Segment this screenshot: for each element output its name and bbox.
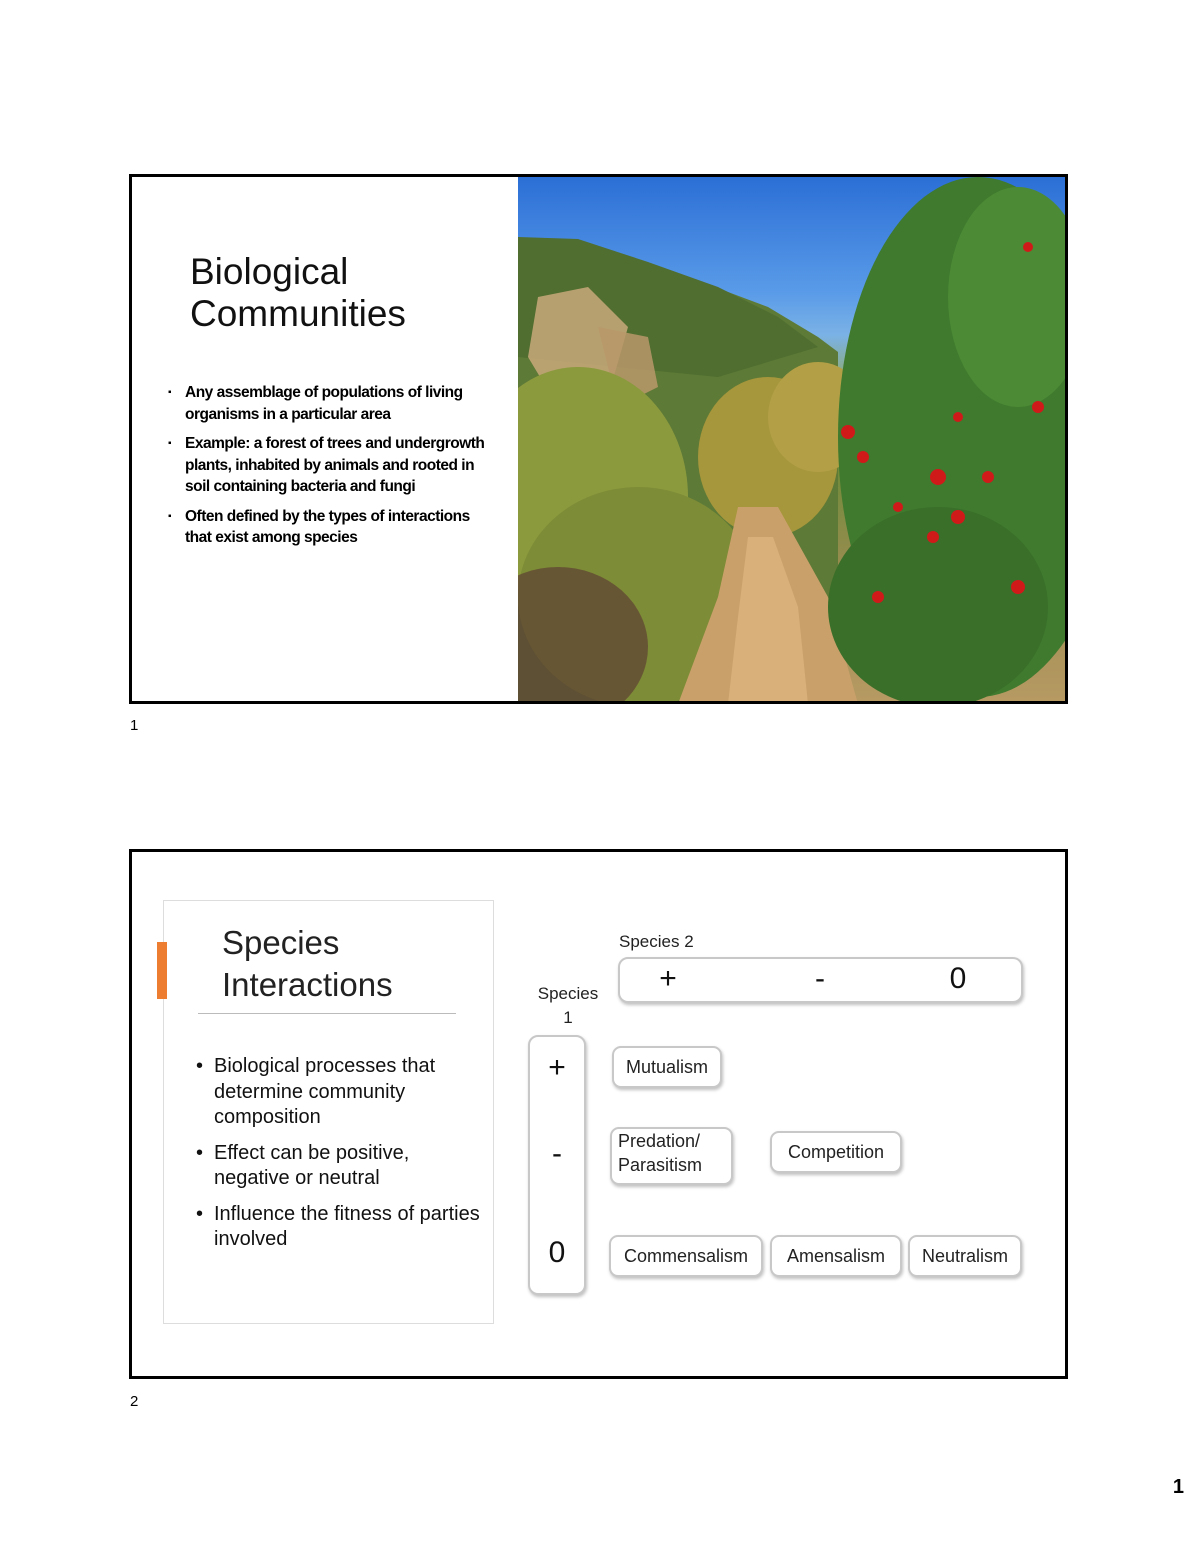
slide-1-title [190, 251, 406, 335]
row-minus: - [552, 1137, 562, 1170]
title-divider [198, 1013, 456, 1014]
slide-1-bullet: ▪ Any assemblage of populations of living organisms in a particular area [168, 382, 488, 425]
species-1-label-line: Species [537, 984, 599, 1003]
slide-2-title-line-2: Interactions [222, 966, 393, 1003]
slide-1 [129, 174, 1068, 704]
parasitism-line: Parasitism [618, 1155, 703, 1175]
commensalism-cell: Commensalism [609, 1235, 763, 1277]
page-number: 1 [1172, 1476, 1184, 1498]
species-1-label [528, 982, 608, 1030]
orange-accent-bar [157, 942, 167, 999]
slide-1-title-line-2: Communities [190, 293, 406, 334]
slide-1-bullet-list [168, 382, 488, 557]
neutralism-cell: Neutralism [908, 1235, 1022, 1277]
slide-2-bullet: • Influence the fitness of parties involved [196, 1202, 486, 1253]
slide-2-text-panel [163, 900, 494, 1324]
competition-cell: Competition [770, 1131, 902, 1173]
slide-1-bullet: ▪ Example: a forest of trees and undergrowth plants, inhabited by animals and rooted in soil containing bacteria and fungi [168, 433, 488, 498]
species-2-label: Species 2 [619, 932, 694, 951]
slide-number-2: 2 [130, 1393, 139, 1410]
row-plus: + [548, 1051, 566, 1084]
slide-2-bullet: • Biological processes that determine community composition [196, 1054, 486, 1131]
slide-1-title-line-1: Biological [190, 251, 349, 292]
header-minus: - [815, 962, 825, 995]
header-zero: 0 [949, 962, 967, 995]
slide-2-title [222, 922, 393, 1006]
predation-parasitism-cell [610, 1127, 733, 1185]
slide-1-bullet: ▪ Often defined by the types of interactions that exist among species [168, 506, 488, 549]
header-plus: + [659, 962, 677, 995]
slide-2 [129, 849, 1068, 1379]
mutualism-cell: Mutualism [612, 1046, 722, 1088]
row-zero: 0 [548, 1236, 566, 1269]
predation-line: Predation/ [618, 1131, 701, 1151]
trail-photo-illustration [518, 177, 1068, 704]
slide-2-bullet: • Effect can be positive, negative or neutral [196, 1141, 486, 1192]
species-1-label-line: 1 [563, 1008, 573, 1027]
hiking-trail-photo [518, 177, 1068, 704]
slide-number-1: 1 [130, 717, 139, 734]
slide-2-title-line-1: Species [222, 924, 340, 961]
amensalism-cell: Amensalism [770, 1235, 902, 1277]
slide-2-bullet-list [196, 1054, 486, 1263]
